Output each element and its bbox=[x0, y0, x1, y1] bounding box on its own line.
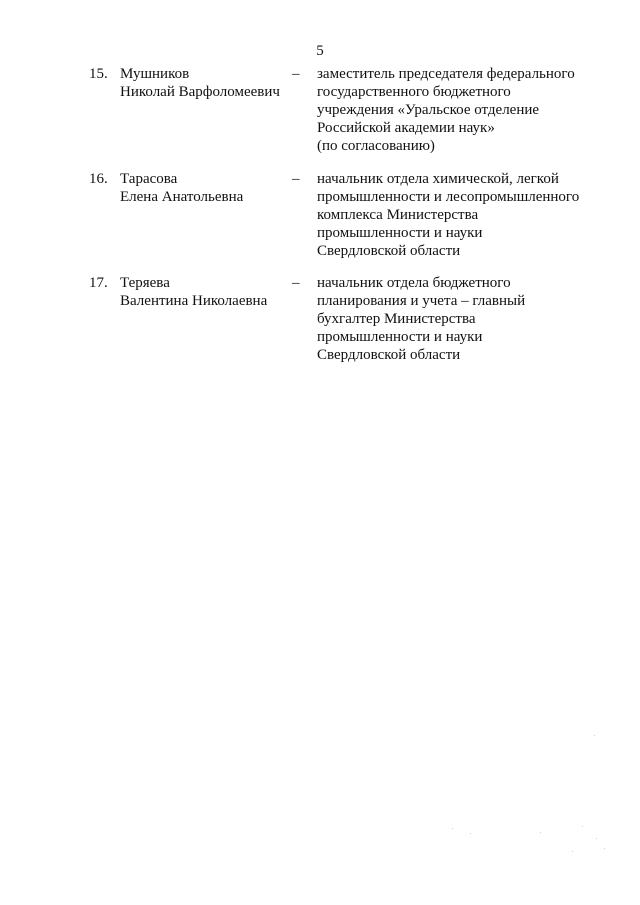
entry-position-line: начальник отдела химической, легкой bbox=[317, 171, 559, 187]
entry-given-names: Елена Анатольевна bbox=[120, 189, 244, 205]
entry-number: 15. bbox=[89, 66, 108, 82]
entry-given-names: Николай Варфоломеевич bbox=[120, 84, 280, 100]
entry-position-line: планирования и учета – главный bbox=[317, 293, 526, 309]
entry-position-line: учреждения «Уральское отделение bbox=[317, 102, 540, 118]
entry-full-name bbox=[120, 170, 290, 206]
entry-surname: Тарасова bbox=[120, 171, 178, 187]
entry-position-line: Российской академии наук» bbox=[317, 120, 495, 136]
entry-position-line: (по согласованию) bbox=[317, 138, 435, 154]
entry-number: 16. bbox=[89, 171, 108, 187]
entry-position-line: бухгалтер Министерства bbox=[317, 311, 476, 327]
entry-number: 17. bbox=[89, 275, 108, 291]
entry-position-line: промышленности и науки bbox=[317, 225, 483, 241]
entry-dash: – bbox=[292, 171, 300, 187]
entry-surname: Теряева bbox=[120, 275, 170, 291]
entry-position-line: Свердловской области bbox=[317, 347, 461, 363]
entry-surname: Мушников bbox=[120, 66, 190, 82]
entry-full-name bbox=[120, 274, 290, 310]
entry-full-name bbox=[120, 65, 290, 101]
entry-position-line: Свердловской области bbox=[317, 243, 461, 259]
entry-position bbox=[317, 274, 607, 364]
list-item bbox=[0, 65, 640, 154]
entry-position-line: заместитель председателя федерального bbox=[317, 66, 575, 82]
entry-position-line: государственного бюджетного bbox=[317, 84, 511, 100]
page-number: 5 bbox=[316, 43, 324, 59]
list-item bbox=[0, 274, 640, 363]
entry-position-line: начальник отдела бюджетного bbox=[317, 275, 511, 291]
entry-position-line: промышленности и лесопромышленного bbox=[317, 189, 580, 205]
entry-dash: – bbox=[292, 275, 300, 291]
entry-position bbox=[317, 170, 607, 260]
entry-position bbox=[317, 65, 607, 155]
entry-given-names: Валентина Николаевна bbox=[120, 293, 268, 309]
entry-position-line: промышленности и науки bbox=[317, 329, 483, 345]
entry-position-line: комплекса Министерства bbox=[317, 207, 479, 223]
list-item bbox=[0, 170, 640, 259]
entry-dash: – bbox=[292, 66, 300, 82]
